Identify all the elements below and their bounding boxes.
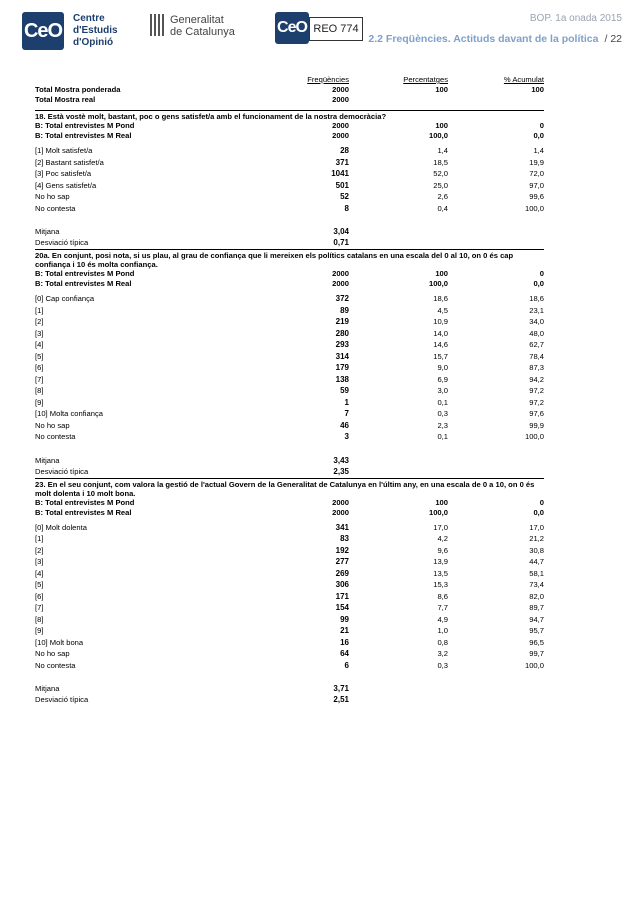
row-freq: 1 (344, 397, 349, 407)
row-cum: 95,7 (529, 626, 544, 635)
row-label: [3] (35, 328, 44, 338)
bop-label: BOP. 1a onada 2015 (529, 13, 622, 24)
org-name-line: d'Opinió (73, 37, 114, 48)
stat-label: Mitjana (35, 227, 60, 236)
total-row (35, 85, 544, 95)
row-label: [4] (35, 568, 44, 578)
row-pct: 4,5 (437, 305, 448, 315)
row-cum: 97,6 (529, 409, 544, 418)
row-cum: 30,8 (529, 545, 544, 555)
table-row (35, 523, 544, 535)
row-freq: 6 (344, 660, 349, 670)
row-freq: 59 (340, 386, 349, 395)
row-cum: 1,4 (533, 146, 544, 155)
row-pct: 3,0 (437, 386, 448, 395)
column-header-pct: Percentatges (403, 75, 448, 84)
row-freq: 83 (340, 534, 349, 543)
table-row (35, 580, 544, 592)
table-row (35, 626, 544, 638)
base-freq: 2000 (332, 279, 349, 288)
row-cum: 58,1 (529, 568, 544, 578)
row-label: No ho sap (35, 420, 70, 430)
row-label: [1] (35, 305, 44, 315)
row-label: [6] (35, 363, 44, 372)
row-label: [2] (35, 317, 44, 326)
question-blocks (35, 110, 544, 706)
stat-value: 2,35 (333, 466, 349, 476)
base-row (35, 279, 544, 289)
base-cum: 0,0 (533, 279, 544, 288)
row-freq: 7 (344, 409, 349, 418)
base-cum: 0 (539, 269, 544, 278)
table-row (35, 146, 544, 158)
row-pct: 0,4 (437, 203, 448, 213)
row-cum: 21,2 (529, 534, 544, 543)
row-label: [10] Molta confiança (35, 409, 103, 418)
stat-value: 3,43 (333, 455, 349, 465)
row-freq: 1041 (331, 169, 349, 178)
row-label: [7] (35, 374, 44, 384)
row-freq: 21 (340, 626, 349, 635)
row-label: [7] (35, 603, 44, 612)
base-pct: 100 (435, 121, 448, 130)
table-row (35, 649, 544, 661)
row-pct: 2,3 (437, 420, 448, 430)
total-pct: 100 (435, 85, 448, 94)
table-row (35, 329, 544, 341)
base-freq: 2000 (332, 497, 349, 507)
base-cum: 0,0 (533, 507, 544, 517)
row-cum: 78,4 (529, 351, 544, 361)
stat-row (35, 227, 544, 238)
row-cum: 99,7 (529, 649, 544, 658)
reo-label: REO 774 (309, 17, 363, 41)
gencat-name-line: Generalitat (170, 14, 224, 26)
table-row (35, 557, 544, 569)
row-label: [5] (35, 580, 44, 589)
row-pct: 2,6 (437, 192, 448, 201)
row-label: No ho sap (35, 649, 70, 658)
base-cum: 0 (539, 497, 544, 507)
base-pct: 100 (435, 497, 448, 507)
row-pct: 17,0 (433, 522, 448, 532)
stat-row (35, 467, 544, 478)
row-freq: 8 (344, 203, 349, 213)
row-label: [2] (35, 545, 44, 555)
column-header-row (35, 75, 544, 85)
row-cum: 44,7 (529, 557, 544, 566)
row-freq: 293 (335, 340, 349, 349)
row-freq: 371 (335, 157, 349, 167)
row-pct: 18,5 (433, 157, 448, 167)
row-pct: 1,0 (437, 626, 448, 635)
table-row (35, 603, 544, 615)
row-pct: 18,6 (433, 294, 448, 303)
row-label: [1] Molt satisfet/a (35, 146, 93, 155)
row-pct: 8,6 (437, 591, 448, 601)
row-cum: 100,0 (524, 660, 544, 670)
row-pct: 4,2 (437, 534, 448, 543)
row-freq: 89 (340, 305, 349, 315)
row-pct: 14,0 (433, 328, 448, 338)
base-label: B: Total entrevistes M Pond (35, 121, 135, 130)
table-row (35, 363, 544, 375)
table-row (35, 409, 544, 421)
row-pct: 7,7 (437, 603, 448, 612)
row-pct: 25,0 (433, 180, 448, 190)
base-cum: 0,0 (533, 131, 544, 140)
base-freq: 2000 (332, 121, 349, 130)
section-title (368, 33, 622, 45)
row-cum: 100,0 (524, 432, 544, 441)
table-row (35, 352, 544, 364)
base-label: B: Total entrevistes M Real (35, 279, 132, 288)
row-cum: 82,0 (529, 591, 544, 601)
row-pct: 0,1 (437, 432, 448, 441)
row-label: No contesta (35, 203, 76, 213)
total-label: Total Mostra ponderada (35, 85, 121, 94)
org-name-line: Centre (73, 13, 105, 24)
table-row (35, 638, 544, 650)
row-label: [9] (35, 626, 44, 635)
stat-label: Desviació típica (35, 695, 89, 704)
row-pct: 10,9 (433, 317, 448, 326)
row-freq: 99 (340, 614, 349, 624)
stat-value: 3,04 (333, 227, 349, 236)
question-title: 20a. En conjunt, posi nota, si us plau, al grau de confiança que li mereixen els polítics catalans en una escala del 0 al 10, on 0 és cap confiança i 10 és molta confiança. (35, 249, 544, 269)
row-freq: 341 (335, 522, 349, 532)
column-header-cum: % Acumulat (503, 75, 544, 84)
table-row (35, 375, 544, 387)
table-row (35, 317, 544, 329)
row-label: [3] Poc satisfet/a (35, 169, 92, 178)
table-row (35, 340, 544, 352)
row-freq: 171 (335, 591, 349, 601)
row-freq: 64 (340, 649, 349, 658)
stat-value: 3,71 (333, 684, 349, 693)
row-freq: 46 (340, 420, 349, 430)
base-label: B: Total entrevistes M Pond (35, 269, 135, 278)
row-pct: 15,7 (433, 351, 448, 361)
question-block (35, 249, 544, 478)
total-freq: 2000 (332, 85, 349, 94)
table-row (35, 569, 544, 581)
stat-label: Mitjana (35, 684, 60, 693)
row-freq: 179 (335, 363, 349, 372)
row-cum: 17,0 (529, 522, 544, 532)
table-row (35, 294, 544, 306)
total-freq: 2000 (332, 95, 349, 104)
table-row (35, 204, 544, 216)
gencat-bars-icon (150, 14, 164, 36)
row-label: [4] (35, 340, 44, 349)
row-freq: 306 (335, 580, 349, 589)
table-row (35, 615, 544, 627)
stat-label: Desviació típica (35, 466, 89, 476)
row-cum: 18,6 (529, 294, 544, 303)
base-pct: 100 (435, 269, 448, 278)
row-cum: 34,0 (529, 317, 544, 326)
org-name-line: d'Estudis (73, 25, 118, 36)
row-label: [4] Gens satisfet/a (35, 180, 97, 190)
table-row (35, 306, 544, 318)
row-cum: 48,0 (529, 328, 544, 338)
question-title: 18. Està vostè molt, bastant, poc o gens satisfet/a amb el funcionament de la nostra democràcia? (35, 110, 544, 121)
row-label: [8] (35, 614, 44, 624)
base-label: B: Total entrevistes M Real (35, 507, 132, 517)
frequency-table (35, 75, 544, 706)
section-title-text: 2.2 Freqüències. Actituds davant de la política (368, 33, 599, 45)
total-cum: 100 (531, 85, 544, 94)
row-cum: 19,9 (529, 157, 544, 167)
stat-row (35, 695, 544, 706)
row-cum: 87,3 (529, 363, 544, 372)
table-row (35, 432, 544, 444)
row-pct: 0,3 (437, 409, 448, 418)
row-label: [5] (35, 351, 44, 361)
table-row (35, 398, 544, 410)
row-freq: 372 (335, 294, 349, 303)
base-label: B: Total entrevistes M Pond (35, 497, 135, 507)
page-number: / 22 (604, 33, 622, 45)
row-freq: 52 (340, 192, 349, 201)
base-row (35, 498, 544, 508)
row-pct: 9,6 (437, 545, 448, 555)
base-row (35, 508, 544, 518)
row-freq: 16 (340, 637, 349, 647)
row-label: [0] Cap confiança (35, 294, 95, 303)
question-block (35, 110, 544, 249)
row-freq: 280 (335, 328, 349, 338)
row-cum: 100,0 (524, 203, 544, 213)
row-pct: 0,3 (437, 660, 448, 670)
table-row (35, 158, 544, 170)
ceo-logo-text: CeO (23, 19, 63, 42)
row-cum: 97,2 (529, 386, 544, 395)
row-cum: 97,2 (529, 397, 544, 407)
row-cum: 73,4 (529, 580, 544, 589)
row-pct: 0,8 (437, 637, 448, 647)
row-cum: 89,7 (529, 603, 544, 612)
table-row (35, 592, 544, 604)
row-pct: 14,6 (433, 340, 448, 349)
gencat-name-line: de Catalunya (170, 26, 235, 38)
total-label: Total Mostra real (35, 95, 96, 104)
table-row (35, 534, 544, 546)
row-cum: 96,5 (529, 637, 544, 647)
row-cum: 97,0 (529, 180, 544, 190)
row-label: [10] Molt bona (35, 637, 84, 647)
gencat-name (170, 14, 235, 38)
table-row (35, 421, 544, 433)
total-row (35, 95, 544, 105)
row-pct: 15,3 (433, 580, 448, 589)
row-freq: 269 (335, 568, 349, 578)
row-cum: 99,6 (529, 192, 544, 201)
stat-row (35, 684, 544, 695)
table-row (35, 181, 544, 193)
row-pct: 6,9 (437, 374, 448, 384)
row-freq: 154 (335, 603, 349, 612)
row-freq: 314 (335, 351, 349, 361)
base-row (35, 269, 544, 279)
stat-row (35, 456, 544, 467)
row-pct: 13,5 (433, 568, 448, 578)
base-label: B: Total entrevistes M Real (35, 131, 132, 140)
row-freq: 277 (335, 557, 349, 566)
row-cum: 72,0 (529, 169, 544, 178)
row-pct: 0,1 (437, 397, 448, 407)
table-row (35, 661, 544, 673)
row-label: [1] (35, 534, 44, 543)
base-freq: 2000 (332, 131, 349, 140)
stat-row (35, 238, 544, 249)
row-label: [2] Bastant satisfet/a (35, 157, 104, 167)
row-cum: 94,7 (529, 614, 544, 624)
row-freq: 28 (340, 146, 349, 155)
row-pct: 9,0 (437, 363, 448, 372)
table-row (35, 169, 544, 181)
base-freq: 2000 (332, 507, 349, 517)
row-pct: 3,2 (437, 649, 448, 658)
row-pct: 4,9 (437, 614, 448, 624)
row-label: [9] (35, 397, 44, 407)
row-freq: 501 (335, 180, 349, 190)
row-cum: 62,7 (529, 340, 544, 349)
row-freq: 219 (335, 317, 349, 326)
base-pct: 100,0 (428, 507, 448, 517)
stat-value: 2,51 (333, 695, 349, 704)
base-freq: 2000 (332, 269, 349, 278)
base-pct: 100,0 (428, 131, 448, 140)
row-cum: 99,9 (529, 420, 544, 430)
table-row (35, 546, 544, 558)
row-label: [3] (35, 557, 44, 566)
stat-value: 0,71 (333, 238, 349, 247)
base-row (35, 131, 544, 141)
row-label: No contesta (35, 660, 76, 670)
row-cum: 23,1 (529, 305, 544, 315)
ceo-logo-small (275, 12, 309, 44)
row-cum: 94,2 (529, 374, 544, 384)
row-label: [6] (35, 591, 44, 601)
ceo-logo (22, 12, 64, 50)
table-row (35, 192, 544, 204)
base-pct: 100,0 (428, 279, 448, 288)
row-label: [8] (35, 386, 44, 395)
ceo-logo-small-text: CeO (277, 19, 307, 36)
org-name (73, 13, 118, 49)
question-title: 23. En el seu conjunt, com valora la gestió de l'actual Govern de la Generalitat de Catalunya en l'últim any, en una escala de 0 a 10, on 0 és molt dolenta i 10 molt bona. (35, 478, 544, 498)
row-freq: 192 (335, 545, 349, 555)
row-label: No ho sap (35, 192, 70, 201)
row-pct: 13,9 (433, 557, 448, 566)
question-block (35, 478, 544, 707)
stat-label: Mitjana (35, 455, 60, 465)
column-header-freq: Freqüències (307, 75, 349, 84)
row-pct: 1,4 (437, 146, 448, 155)
base-cum: 0 (539, 121, 544, 130)
row-freq: 138 (335, 374, 349, 384)
row-freq: 3 (344, 432, 349, 441)
table-row (35, 386, 544, 398)
row-label: No contesta (35, 432, 76, 441)
base-row (35, 121, 544, 131)
row-pct: 52,0 (433, 169, 448, 178)
stat-label: Desviació típica (35, 238, 89, 247)
row-label: [0] Molt dolenta (35, 522, 87, 532)
